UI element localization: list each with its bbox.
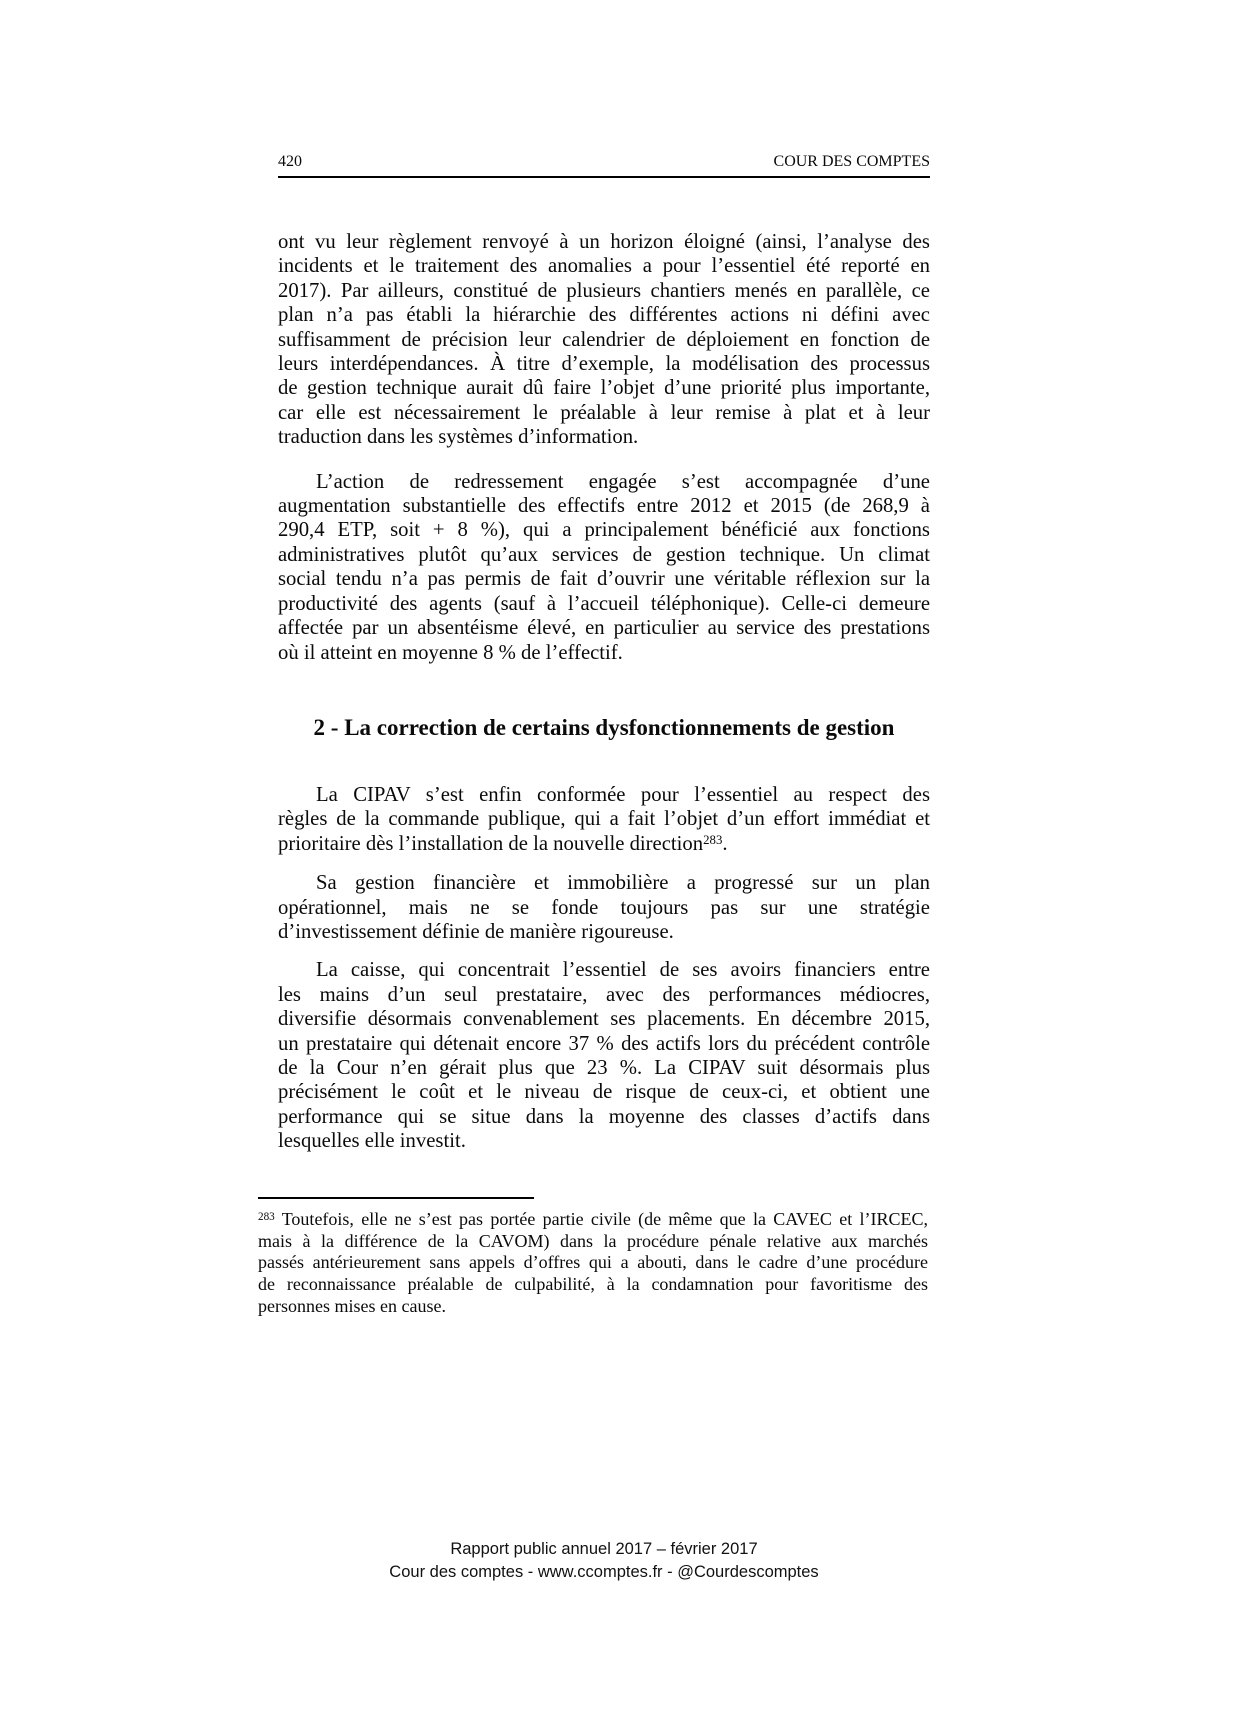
text-line: traduction dans les systèmes d’information. xyxy=(278,426,639,449)
text-line: de gestion technique aurait dû faire l’objet d’une priorité plus importante, xyxy=(278,377,930,400)
text-line: administratives plutôt qu’aux services de gestion technique. Un climat xyxy=(278,543,930,566)
text-line: mais à la différence de la CAVOM) dans la procédure pénale relative aux marchés xyxy=(258,1230,928,1251)
text-line: plan n’a pas établi la hiérarchie des différentes actions ni défini avec xyxy=(278,304,930,327)
paragraph xyxy=(278,871,930,944)
text-line: règles de la commande publique, qui a fait l’objet d’un effort immédiat et xyxy=(278,808,930,831)
text-line: La caisse, qui concentrait l’essentiel de ses avoirs financiers entre xyxy=(316,959,930,982)
text-line: leurs interdépendances. À titre d’exemple, la modélisation des processus xyxy=(278,353,930,376)
text-line: car elle est nécessairement le préalable à leur remise à plat et à leur xyxy=(278,401,930,424)
text-line: prioritaire dès l’installation de la nouvelle direction$^{283}$. xyxy=(278,832,728,855)
paragraph xyxy=(278,470,930,665)
text-line: performance qui se situe dans la moyenne des classes d’actifs dans xyxy=(278,1105,930,1128)
text-line: précisément le coût et le niveau de risque de ceux-ci, et obtient une xyxy=(278,1081,930,1104)
text-line: L’action de redressement engagée s’est accompagnée d’une xyxy=(316,470,930,493)
footnote-rule xyxy=(258,1197,534,1199)
text-line: La CIPAV s’est enfin conformée pour l’essentiel au respect des xyxy=(316,783,930,806)
text-line: opérationnel, mais ne se fonde toujours pas sur une stratégie xyxy=(278,896,930,919)
header-rule xyxy=(278,176,930,178)
text-line: augmentation substantielle des effectifs entre 2012 et 2015 (de 268,9 à xyxy=(278,495,930,518)
text-line: les mains d’un seul prestataire, avec des performances médiocres, xyxy=(278,983,930,1006)
text-line: diversifie désormais convenablement ses placements. En décembre 2015, xyxy=(278,1008,930,1031)
text-line: passés antérieurement sans appels d’offres qui a abouti, dans le cadre d’une procédure xyxy=(258,1252,928,1273)
text-line: affectée par un absentéisme élevé, en particulier au service des prestations xyxy=(278,617,930,640)
paragraph xyxy=(278,783,930,856)
text-line: $^{283}$ Toutefois, elle ne s’est pas portée partie civile (de même que la CAVEC et l’IRCEC, xyxy=(258,1209,928,1229)
text-line: 2017). Par ailleurs, constitué de plusieurs chantiers menés en parallèle, ce xyxy=(278,279,930,302)
page-header xyxy=(278,153,930,171)
running-title: COUR DES COMPTES xyxy=(773,153,930,170)
text-line: ont vu leur règlement renvoyé à un horizon éloigné (ainsi, l’analyse des xyxy=(278,231,930,253)
footer-line-1: Rapport public annuel 2017 – février 2017 xyxy=(450,1540,758,1558)
text-line: productivité des agents (sauf à l’accueil téléphonique). Celle-ci demeure xyxy=(278,592,930,615)
text-line: Sa gestion financière et immobilière a progressé sur un plan xyxy=(316,872,930,895)
text-line: lesquelles elle investit. xyxy=(278,1130,466,1153)
section-heading: 2 - La correction de certains dysfonctionnements de gestion xyxy=(313,714,895,740)
paragraph xyxy=(278,230,930,450)
footnote-ref: 283 xyxy=(258,1210,275,1223)
page-footer xyxy=(278,1538,930,1583)
text-line: de la Cour n’en gérait plus que 23 %. La CIPAV suit désormais plus xyxy=(278,1056,930,1079)
text-line: personnes mises en cause. xyxy=(258,1295,446,1316)
page-number: 420 xyxy=(278,153,302,170)
body-text xyxy=(278,230,930,1154)
text-line: d’investissement définie de manière rigoureuse. xyxy=(278,920,674,943)
text-line: incidents et le traitement des anomalies a pour l’essentiel été reporté en xyxy=(278,255,930,278)
text-line: suffisamment de précision leur calendrier de déploiement en fonction de xyxy=(278,328,930,351)
footnote-ref: 283 xyxy=(703,832,723,847)
paragraph xyxy=(278,958,930,1153)
footnote xyxy=(258,1209,928,1318)
text-line: de reconnaissance préalable de culpabilité, à la condamnation pour favoritisme des xyxy=(258,1274,928,1295)
text-line: 290,4 ETP, soit + 8 %), qui a principalement bénéficié aux fonctions xyxy=(278,519,930,542)
text-line: social tendu n’a pas permis de fait d’ouvrir une véritable réflexion sur la xyxy=(278,568,930,591)
text-line: un prestataire qui détenait encore 37 % des actifs lors du précédent contrôle xyxy=(278,1032,930,1055)
text-line: où il atteint en moyenne 8 % de l’effectif. xyxy=(278,641,623,664)
footer-line-2: Cour des comptes - www.ccomptes.fr - @Courdescomptes xyxy=(389,1562,819,1581)
